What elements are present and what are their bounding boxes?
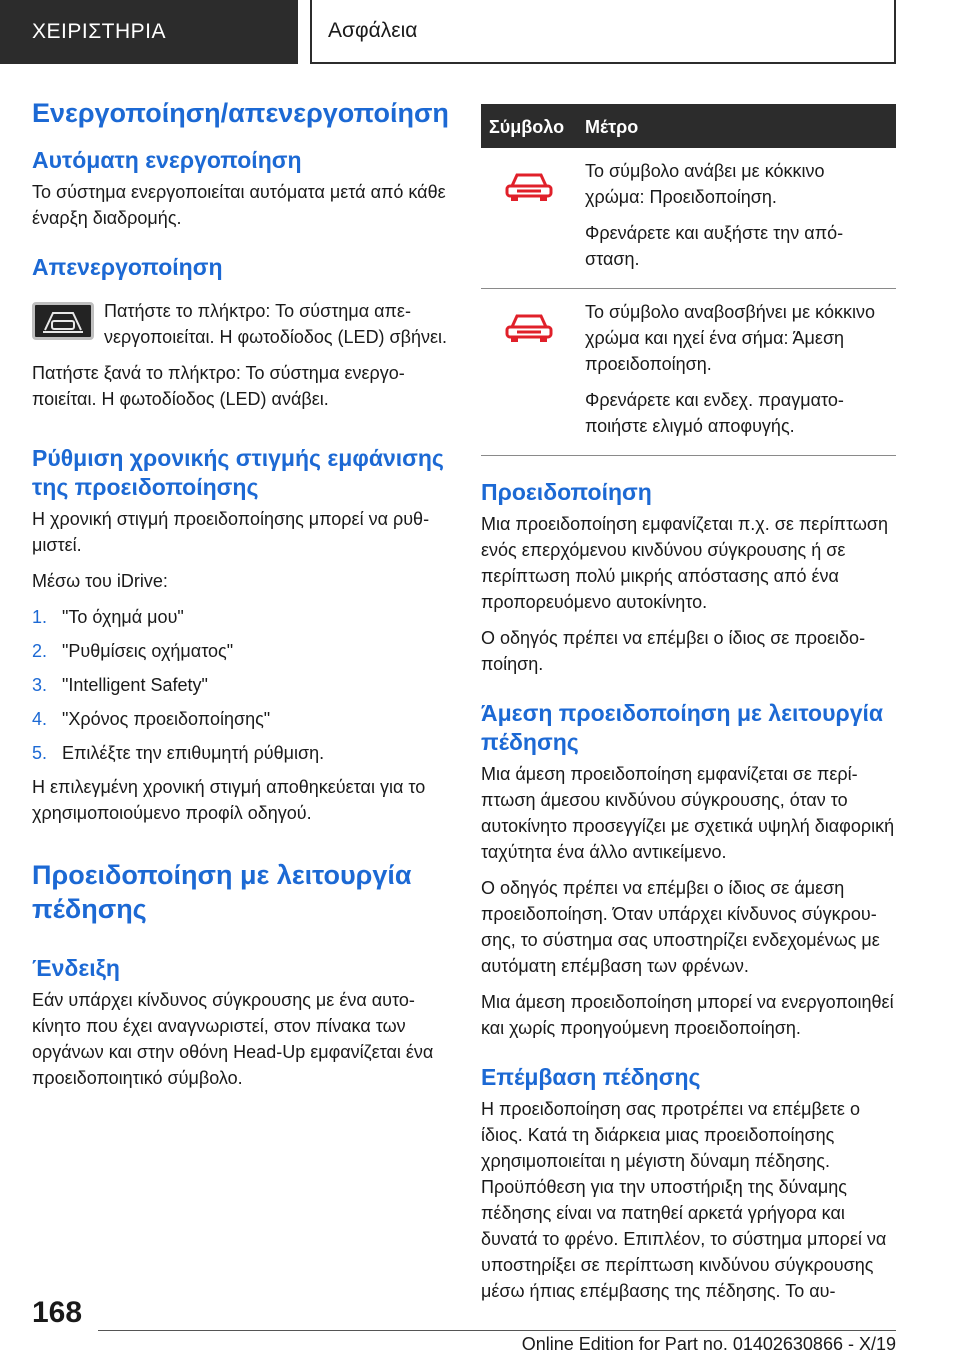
measure-text: Το σύμβολο ανάβει με κόκκινο χρώμα: Προειδοποίηση. xyxy=(585,161,825,207)
paragraph-immediate-2: Ο οδηγός πρέπει να επέμβει ο ίδιος σε άμεση προειδοποίηση. Όταν υπάρχει κίνδυνος σύγκρουσης, το σύστημα σας υποστηρίζει ενδεχομένως με αυτόματη επέμβαση των φρένων. xyxy=(481,878,880,976)
button-instruction xyxy=(32,298,452,350)
table-row xyxy=(481,289,896,456)
footer-divider xyxy=(98,1330,896,1331)
paragraph-deactivate-2: Πατήστε ξανά το πλήκτρο: Το σύστημα ενεργοποιείται. Η φωτοδίοδος (LED) ανάβει. xyxy=(32,363,405,409)
paragraph-indication: Εάν υπάρχει κίνδυνος σύγκρουσης με ένα αυτοκίνητο που έχει αναγνωριστεί, στον πίνακα των οργάνων και στην οθόνη Head-Up εμφανίζεται ένα προειδοποιητικό σύμβολο. xyxy=(32,990,434,1088)
list-item: 2. "Ρυθμίσεις οχήματος" xyxy=(32,641,234,661)
heading-indication: Ένδειξη xyxy=(32,955,120,981)
list-item: 5. Επιλέξτε την επιθυμητή ρύθμιση. xyxy=(32,743,325,763)
measure-text: Το σύμβολο αναβοσβήνει με κόκκινο χρώμα και ηχεί ένα σήμα: Άμεση προειδοποίηση. xyxy=(585,302,875,374)
heading-warning-braking: Προειδοποίηση με λειτουργία πέδησης xyxy=(32,860,412,924)
measure-text: Φρενάρετε και αυξήστε την απόσταση. xyxy=(585,223,844,269)
paragraph-immediate-3: Μια άμεση προειδοποίηση μπορεί να ενεργοποιηθεί και χωρίς προηγούμενη προειδοποίηση. xyxy=(481,992,894,1038)
heading-activation: Ενεργοποίηση/απενεργοποίηση xyxy=(32,98,449,128)
table-row xyxy=(481,148,896,289)
idrive-steps xyxy=(32,604,452,766)
paragraph-brake: Η προειδοποίηση σας προτρέπει να επέμβετε ο ίδιος. Κατά τη διάρκεια μιας προειδοποίησης χρησιμοποιείται η μέγιστη δύναμη πέδησης. Προϋπόθεση για την υποστήριξη της δύναμης πέδησης είναι να πατηθεί αρκετά γρήγορα και δυνατά το φρένο. Επιπλέον, το σύστημα μπορεί να υποστηρίξει σε περίπτωση κινδύνου σύγκρουσης μέσω ήπιας επέμβασης της πέδησης. Το αυ- xyxy=(481,1099,887,1301)
paragraph-timing: Η χρονική στιγμή προειδοποίησης μπορεί να ρυθμιστεί. xyxy=(32,509,430,555)
symbol-table xyxy=(481,104,896,456)
heading-deactivation: Απενεργοποίηση xyxy=(32,254,223,280)
list-item: 3. "Intelligent Safety" xyxy=(32,675,208,695)
collision-warning-button-icon xyxy=(32,302,94,340)
table-header-row xyxy=(481,104,896,148)
left-column xyxy=(32,96,452,1101)
list-item: 4. "Χρόνος προειδοποίησης" xyxy=(32,709,271,729)
paragraph-via-idrive: Μέσω του iDrive: xyxy=(32,571,168,591)
paragraph-immediate-1: Μια άμεση προειδοποίηση εμφανίζεται σε περίπτωση άμεσου κινδύνου σύγκρουσης, όταν το αυτοκίνητο προσεγγίζει με σχετικά υψηλή διαφορική ταχύτητα ένα άλλο αντικείμενο. xyxy=(481,764,895,862)
section-title: Ασφάλεια xyxy=(328,19,418,42)
list-item: 1. "Το όχημά μου" xyxy=(32,607,184,627)
column-header-measure: Μέτρο xyxy=(577,104,896,148)
paragraph-auto: Το σύστημα ενεργοποιείται αυτόματα μετά από κάθε έναρξη διαδρομής. xyxy=(32,182,446,228)
paragraph-saved: Η επιλεγμένη χρονική στιγμή αποθηκεύεται για το χρησιμοποιούμενο προφίλ οδηγού. xyxy=(32,777,426,823)
column-header-symbol: Σύμβολο xyxy=(481,104,577,148)
page-number: 168 xyxy=(32,1296,83,1329)
right-column xyxy=(481,104,896,1314)
online-edition-note: Online Edition for Part no. 01402630866 - X/19 xyxy=(521,1334,896,1354)
paragraph-deactivate-1: Πατήστε το πλήκτρο: Το σύστημα απενεργοποιείται. Η φωτοδίοδος (LED) σβήνει. xyxy=(104,301,448,347)
section-tab xyxy=(310,0,896,64)
car-warning-icon xyxy=(503,189,555,206)
heading-immediate-warning: Άμεση προειδοποίηση με λειτουργία πέδησης xyxy=(481,700,884,755)
heading-brake-intervention: Επέμβαση πέδησης xyxy=(481,1064,701,1090)
chapter-tab xyxy=(0,0,298,64)
heading-warning-timing: Ρύθμιση χρονικής στιγμής εμφάνισης της προειδοποίησης xyxy=(32,445,444,500)
chapter-title: ΧΕΙΡΙΣΤΗΡΙΑ xyxy=(32,20,167,43)
measure-text: Φρενάρετε και ενδεχ. πραγματοποιήστε ελιγμό αποφυγής. xyxy=(585,390,844,436)
paragraph-warning-1: Μια προειδοποίηση εμφανίζεται π.χ. σε περίπτωση ενός επερχόμενου κινδύνου σύγκρουσης ή σε περίπτωση πολύ μικρής απόστασης από ένα προπορευόμενο αυτοκίνητο. xyxy=(481,514,889,612)
heading-warning: Προειδοποίηση xyxy=(481,479,652,505)
car-warning-blinking-icon xyxy=(503,330,555,347)
paragraph-warning-2: Ο οδηγός πρέπει να επέμβει ο ίδιος σε προειδοποίηση. xyxy=(481,628,866,674)
heading-auto-activation: Αυτόματη ενεργοποίηση xyxy=(32,147,302,173)
